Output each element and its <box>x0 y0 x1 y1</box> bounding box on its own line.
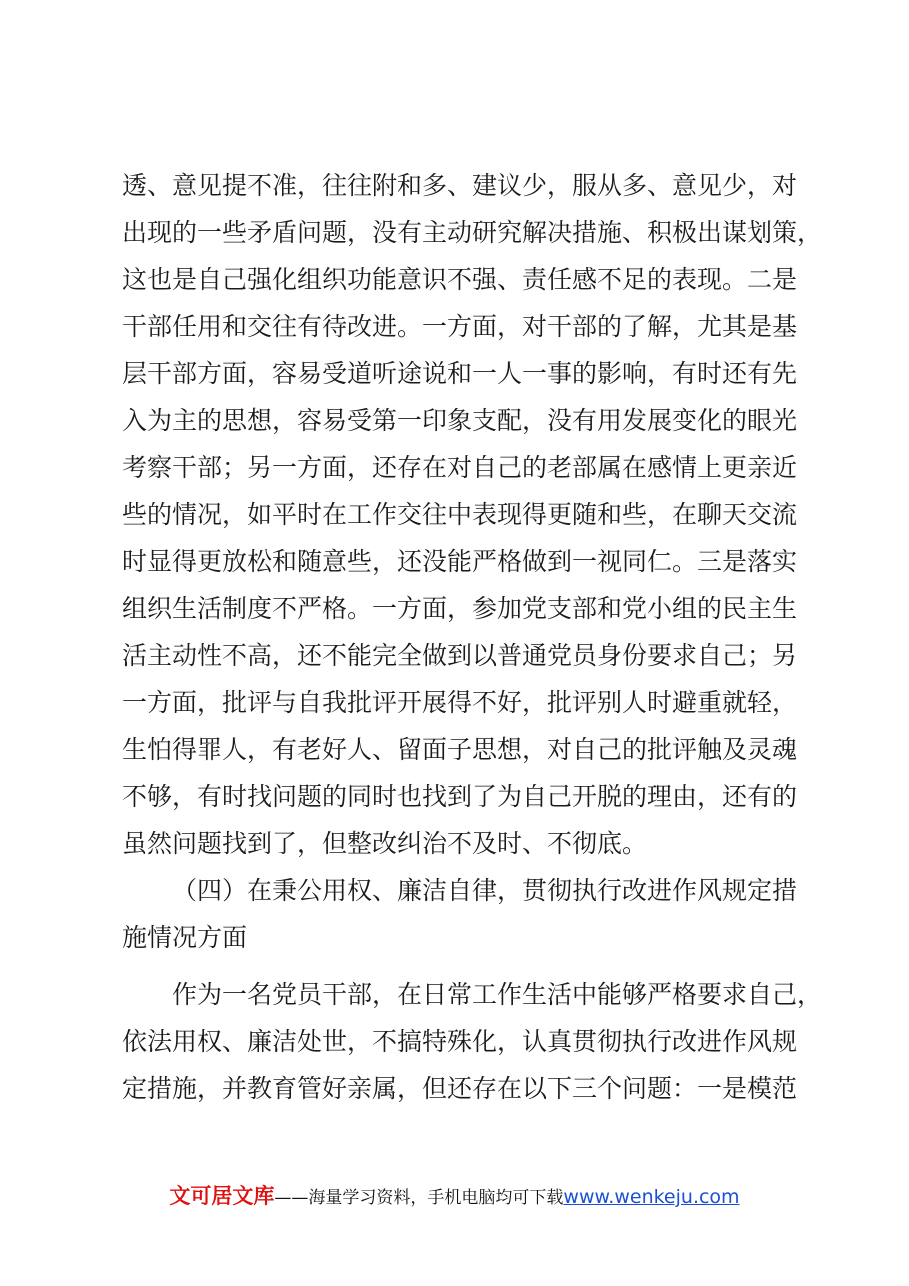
body-text-line: 些的情况，如平时在工作交往中表现得更随和些，在聊天交流 <box>122 500 798 529</box>
body-text-line: 考察干部；另一方面，还存在对自己的老部属在感情上更亲近 <box>122 453 798 482</box>
section-heading: （四）在秉公用权、廉洁自律，贯彻执行改进作风规定措 <box>172 876 798 905</box>
footer-site-link[interactable]: www.wenkeju.com <box>563 1186 740 1208</box>
footer-brand: 文可居文库 <box>169 1184 275 1208</box>
body-text-line: 时显得更放松和随意些，还没能严格做到一视同仁。三是落实 <box>122 547 798 576</box>
body-text-line: 定措施，并教育管好亲属，但还存在以下三个问题：一是模范 <box>122 1074 798 1103</box>
body-text-line: 依法用权、廉洁处世，不搞特殊化，认真贯彻执行改进作风规 <box>122 1027 798 1056</box>
body-text-line: 生怕得罪人，有老好人、留面子思想，对自己的批评触及灵魂 <box>122 735 798 764</box>
body-text-line: 干部任用和交往有待改进。一方面，对干部的了解，尤其是基 <box>122 312 798 341</box>
body-text-line: 入为主的思想，容易受第一印象支配，没有用发展变化的眼光 <box>122 406 798 435</box>
body-text-line: 出现的一些矛盾问题，没有主动研究解决措施、积极出谋划策， <box>122 218 823 247</box>
body-text-line: 组织生活制度不严格。一方面，参加党支部和党小组的民主生 <box>122 594 798 623</box>
footer-banner <box>0 1180 909 1214</box>
body-text-line: 层干部方面，容易受道听途说和一人一事的影响，有时还有先 <box>122 359 798 388</box>
section-heading-continued: 施情况方面 <box>122 923 248 952</box>
body-text-line: 虽然问题找到了，但整改纠治不及时、不彻底。 <box>122 829 648 858</box>
body-text-line: 不够，有时找问题的同时也找到了为自己开脱的理由，还有的 <box>122 782 798 811</box>
body-text-line: 活主动性不高，还不能完全做到以普通党员身份要求自己；另 <box>122 641 798 670</box>
body-text-line: 透、意见提不准，往往附和多、建议少，服从多、意见少，对 <box>122 171 798 200</box>
footer-tagline: ——海量学习资料，手机电脑均可下载 <box>274 1188 564 1208</box>
body-text-line: 一方面，批评与自我批评开展得不好，批评别人时避重就轻， <box>122 688 798 717</box>
body-text-line: 这也是自己强化组织功能意识不强、责任感不足的表现。二是 <box>122 265 798 294</box>
body-text-line: 作为一名党员干部，在日常工作生活中能够严格要求自己， <box>172 980 823 1009</box>
